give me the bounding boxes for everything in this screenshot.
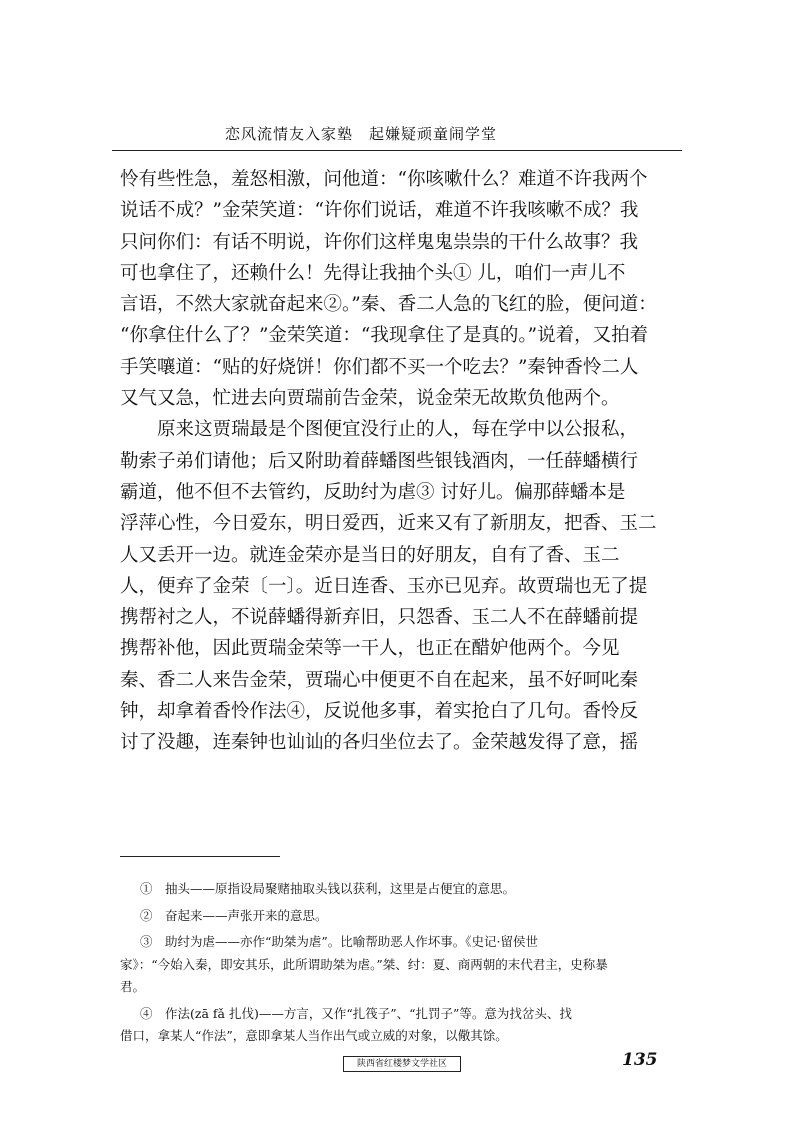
text-line: 人，便弃了金荣〔一〕。近日连香、玉亦已见弃。故贾瑞也无了提 <box>120 575 648 597</box>
footnote-3: ③ 助纣为虐——亦作“助桀为虐”。比喻帮助恶人作坏事。《史记·留侯世 <box>140 934 539 949</box>
text-line: 可也拿住了，还赖什么！先得让我抽个头① 儿，咱们一声儿不 <box>120 262 626 284</box>
footnote-2: ② 奋起来——声张开来的意思。 <box>140 907 328 923</box>
footnote-3-cont: 家》：“今始入秦，即安其乐，此所谓助桀为虐。”桀、纣：夏、商两朝的末代君主，史称暴 <box>120 956 608 972</box>
text-line: 又气又急，忙进去向贾瑞前告金荣，说金荣无故欺负他两个。 <box>120 388 620 410</box>
text-line: 浮萍心性，今日爱东，明日爱西，近来又有了新朋友，把香、玉二 <box>120 513 657 535</box>
page-number: 135 <box>622 1050 658 1070</box>
text-line: 霸道，他不但不去管约，反助纣为虐③ 讨好儿。偏那薛蟠本是 <box>120 481 626 503</box>
footnote-1: ① 抽头——原指设局聚赌抽取头钱以获利，这里是占便宜的意思。 <box>140 881 516 896</box>
text-line: 只问你们：有话不明说，许你们这样鬼鬼祟祟的干什么故事？我 <box>120 231 639 253</box>
text-line: 讨了没趣，连秦钟也讪讪的各归坐位去了。金荣越发得了意，摇 <box>120 732 639 754</box>
text-line: 钟，却拿着香怜作法④，反说他多事，着实抢白了几句。香怜反 <box>120 701 639 723</box>
footnote-4: ④ 作法(zā fǎ 扎伐)——方言，又作“扎筏子”、“扎罚子”等。意为找岔头、找 <box>140 1005 572 1021</box>
text-line: 手笑嚷道：“贴的好烧饼！你们都不买一个吃去？”秦钟香怜二人 <box>120 356 639 378</box>
header-rule <box>112 150 682 151</box>
text-line: 携帮补他，因此贾瑞金荣等一干人，也正在醋妒他两个。今见 <box>120 638 620 660</box>
footnote-4-cont: 借口，拿某人“作法”，意即拿某人当作出气或立威的对象，以儆其馀。 <box>120 1028 508 1043</box>
text-line: 勒索子弟们请他；后又附助着薛蟠图些银钱酒肉，一任薛蟠横行 <box>120 450 639 472</box>
text-line: 携帮衬之人，不说薛蟠得新弃旧，只怨香、玉二人不在薛蟠前提 <box>120 607 639 629</box>
footnote-rule <box>120 856 280 857</box>
text-line: 言语，不然大家就奋起来②。”秦、香二人急的飞红的脸，便问道： <box>120 294 657 316</box>
footnote-3-cont: 君。 <box>120 979 146 994</box>
text-line: 人又丢开一边。就连金荣亦是当日的好朋友，自有了香、玉二 <box>120 544 620 566</box>
main-text <box>120 164 682 759</box>
running-header: 恋风流情友入家塾 起嫌疑顽童闹学堂 <box>225 125 498 143</box>
text-line: 原来这贾瑞最是个图便宜没行止的人，每在学中以公报私， <box>157 419 639 441</box>
source-stamp: 陕西省红楼梦文学社区 <box>343 1056 461 1072</box>
text-line: 说话不成？”金荣笑道：“许你们说话，难道不许我咳嗽不成？我 <box>120 200 639 222</box>
footnotes <box>120 878 685 1048</box>
text-line: “你拿住什么了？”金荣笑道：“我现拿住了是真的。”说着，又拍着 <box>120 325 649 347</box>
text-line: 秦、香二人来告金荣，贾瑞心中便更不自在起来，虽不好呵叱秦 <box>120 669 639 691</box>
text-line: 怜有些性急，羞怒相激，问他道：“你咳嗽什么？难道不许我两个 <box>120 169 648 190</box>
